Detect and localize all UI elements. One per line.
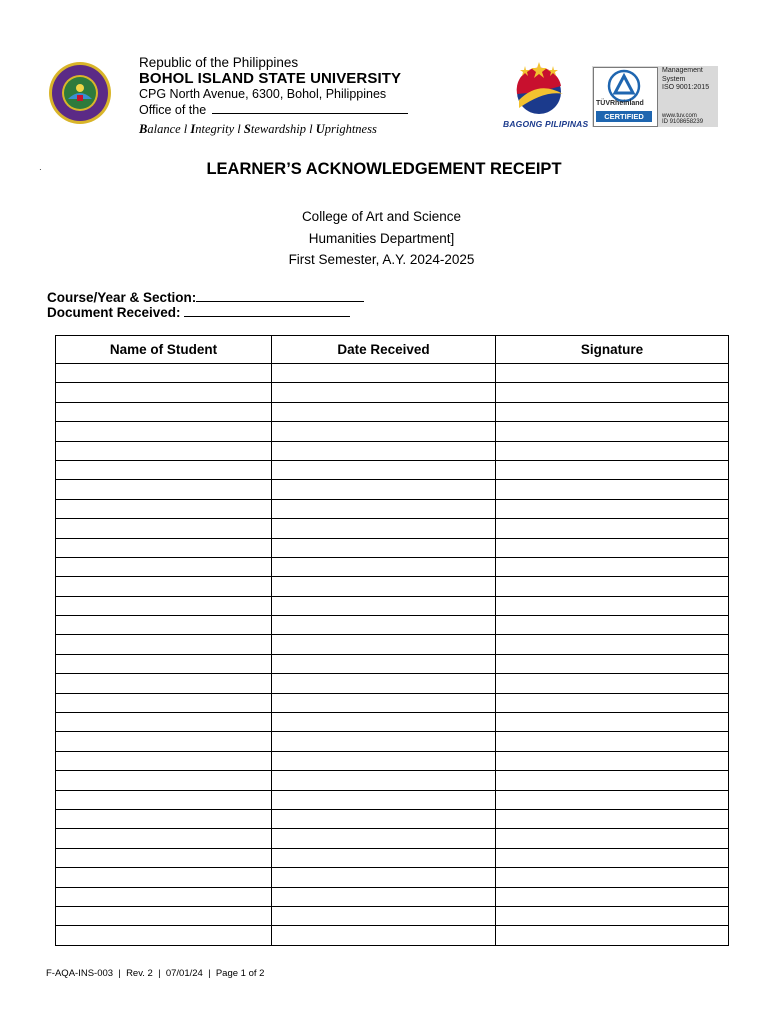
name-cell[interactable] — [56, 577, 272, 596]
name-cell[interactable] — [56, 790, 272, 809]
signature-cell[interactable] — [496, 577, 729, 596]
table-row — [56, 480, 729, 499]
table-body — [56, 364, 729, 946]
value-separator: l — [305, 122, 316, 136]
office-blank-field[interactable] — [212, 101, 408, 114]
date-cell[interactable] — [272, 635, 496, 654]
date-cell[interactable] — [272, 868, 496, 887]
date-cell[interactable] — [272, 906, 496, 925]
table-row — [56, 732, 729, 751]
table-row — [56, 654, 729, 673]
name-cell[interactable] — [56, 616, 272, 635]
signature-cell[interactable] — [496, 635, 729, 654]
name-cell[interactable] — [56, 422, 272, 441]
tuv-triangle-icon — [598, 69, 650, 103]
name-cell[interactable] — [56, 364, 272, 383]
table-row — [56, 790, 729, 809]
signature-cell[interactable] — [496, 422, 729, 441]
signature-cell[interactable] — [496, 926, 729, 945]
column-header-name: Name of Student — [56, 336, 272, 364]
date-cell[interactable] — [272, 790, 496, 809]
signature-cell[interactable] — [496, 751, 729, 770]
signature-cell[interactable] — [496, 868, 729, 887]
name-cell[interactable] — [56, 499, 272, 518]
tuv-brand-label: TÜVRheinland — [596, 100, 644, 107]
name-cell[interactable] — [56, 868, 272, 887]
date-cell[interactable] — [272, 771, 496, 790]
table-row — [56, 460, 729, 479]
date-cell[interactable] — [272, 616, 496, 635]
date-cell[interactable] — [272, 751, 496, 770]
document-field-row — [47, 303, 350, 320]
signature-cell[interactable] — [496, 713, 729, 732]
value-rest: tewardship — [250, 122, 306, 136]
name-cell[interactable] — [56, 829, 272, 848]
document-input-line[interactable] — [184, 303, 350, 317]
table-header-row — [56, 336, 729, 364]
signature-cell[interactable] — [496, 538, 729, 557]
name-cell[interactable] — [56, 809, 272, 828]
signature-cell[interactable] — [496, 402, 729, 421]
document-received-label: Document Received: — [47, 305, 185, 320]
table-row — [56, 441, 729, 460]
signature-cell[interactable] — [496, 460, 729, 479]
signature-cell[interactable] — [496, 499, 729, 518]
table-row — [56, 538, 729, 557]
name-cell[interactable] — [56, 441, 272, 460]
date-cell[interactable] — [272, 422, 496, 441]
signature-cell[interactable] — [496, 616, 729, 635]
value-rest: ntegrity — [195, 122, 235, 136]
signature-cell[interactable] — [496, 732, 729, 751]
country-label: Republic of the Philippines — [139, 55, 299, 70]
course-label: Course/Year & Section: — [47, 290, 197, 305]
semester-label: First Semester, A.Y. 2024-2025 — [288, 252, 475, 267]
table-row — [56, 887, 729, 906]
value-rest: alance — [147, 122, 181, 136]
table-row — [56, 713, 729, 732]
name-cell[interactable] — [56, 538, 272, 557]
table-row — [56, 848, 729, 867]
document-title: LEARNER’S ACKNOWLEDGEMENT RECEIPT — [206, 160, 562, 178]
table-row — [56, 868, 729, 887]
name-cell[interactable] — [56, 751, 272, 770]
signature-cell[interactable] — [496, 383, 729, 402]
table-row — [56, 809, 729, 828]
value-initial: U — [315, 122, 325, 136]
stray-dot: · — [39, 165, 42, 174]
date-cell[interactable] — [272, 926, 496, 945]
date-cell[interactable] — [272, 557, 496, 576]
signature-cell[interactable] — [496, 519, 729, 538]
college-name: College of Art and Science — [301, 209, 462, 224]
signature-cell[interactable] — [496, 829, 729, 848]
table-row — [56, 596, 729, 615]
name-cell[interactable] — [56, 732, 272, 751]
table-row — [56, 402, 729, 421]
name-cell[interactable] — [56, 519, 272, 538]
acknowledgement-table — [55, 335, 729, 946]
date-cell[interactable] — [272, 887, 496, 906]
signature-cell[interactable] — [496, 441, 729, 460]
name-cell[interactable] — [56, 383, 272, 402]
signature-cell[interactable] — [496, 790, 729, 809]
table-row — [56, 616, 729, 635]
signature-cell[interactable] — [496, 906, 729, 925]
table-row — [56, 422, 729, 441]
signature-cell[interactable] — [496, 771, 729, 790]
name-cell[interactable] — [56, 906, 272, 925]
table-row — [56, 364, 729, 383]
table-row — [56, 383, 729, 402]
university-name: BOHOL ISLAND STATE UNIVERSITY — [139, 70, 402, 87]
name-cell[interactable] — [56, 557, 272, 576]
date-cell[interactable] — [272, 480, 496, 499]
office-line — [139, 101, 408, 117]
signature-cell[interactable] — [496, 674, 729, 693]
date-cell[interactable] — [272, 809, 496, 828]
date-cell[interactable] — [272, 364, 496, 383]
department-name: Humanities Department] — [308, 231, 455, 246]
office-label: Office of the — [139, 103, 207, 117]
name-cell[interactable] — [56, 848, 272, 867]
table-row — [56, 771, 729, 790]
date-cell[interactable] — [272, 654, 496, 673]
value-separator: l — [180, 122, 191, 136]
table-row — [56, 693, 729, 712]
core-values — [139, 122, 377, 137]
name-cell[interactable] — [56, 887, 272, 906]
table-row — [56, 499, 729, 518]
table-row — [56, 926, 729, 945]
date-cell[interactable] — [272, 829, 496, 848]
bagong-pilipinas-label: BAGONG PILIPINAS — [503, 119, 589, 129]
value-initial: S — [243, 122, 251, 136]
signature-cell[interactable] — [496, 364, 729, 383]
date-cell[interactable] — [272, 519, 496, 538]
university-seal-logo — [48, 61, 112, 125]
table-row — [56, 557, 729, 576]
name-cell[interactable] — [56, 674, 272, 693]
date-cell[interactable] — [272, 441, 496, 460]
value-initial: B — [139, 122, 148, 136]
signature-cell[interactable] — [496, 596, 729, 615]
certification-url: www.tuv.com — [662, 113, 697, 119]
course-input-line[interactable] — [196, 288, 364, 302]
document-footer: F-AQA-INS-003 | Rev. 2 | 07/01/24 | Page 1 of 2 — [46, 968, 265, 979]
management-system-label: Management System — [662, 67, 703, 83]
name-cell[interactable] — [56, 713, 272, 732]
name-cell[interactable] — [56, 654, 272, 673]
date-cell[interactable] — [272, 848, 496, 867]
date-cell[interactable] — [272, 577, 496, 596]
university-address: CPG North Avenue, 6300, Bohol, Philippines — [139, 87, 387, 101]
date-cell[interactable] — [272, 596, 496, 615]
signature-cell[interactable] — [496, 654, 729, 673]
date-cell[interactable] — [272, 460, 496, 479]
column-header-signature: Signature — [496, 336, 729, 364]
signature-cell[interactable] — [496, 809, 729, 828]
table-row — [56, 577, 729, 596]
table-row — [56, 635, 729, 654]
value-separator: l — [234, 122, 244, 136]
table-row — [56, 751, 729, 770]
signature-cell[interactable] — [496, 480, 729, 499]
name-cell[interactable] — [56, 402, 272, 421]
name-cell[interactable] — [56, 771, 272, 790]
signature-cell[interactable] — [496, 848, 729, 867]
iso-standard-label: ISO 9001:2015 — [662, 84, 710, 91]
table-row — [56, 906, 729, 925]
date-cell[interactable] — [272, 674, 496, 693]
name-cell[interactable] — [56, 635, 272, 654]
date-cell[interactable] — [272, 538, 496, 557]
date-cell[interactable] — [272, 402, 496, 421]
certified-label: CERTIFIED — [596, 111, 652, 122]
date-cell[interactable] — [272, 693, 496, 712]
value-rest: prightness — [324, 122, 377, 136]
name-cell[interactable] — [56, 460, 272, 479]
name-cell[interactable] — [56, 693, 272, 712]
signature-cell[interactable] — [496, 693, 729, 712]
table-row — [56, 829, 729, 848]
name-cell[interactable] — [56, 596, 272, 615]
column-header-date: Date Received — [272, 336, 496, 364]
table-row — [56, 674, 729, 693]
date-cell[interactable] — [272, 383, 496, 402]
name-cell[interactable] — [56, 480, 272, 499]
name-cell[interactable] — [56, 926, 272, 945]
date-cell[interactable] — [272, 499, 496, 518]
value-initial: I — [190, 122, 196, 136]
date-cell[interactable] — [272, 713, 496, 732]
certification-id: ID 9108658239 — [662, 119, 704, 125]
signature-cell[interactable] — [496, 887, 729, 906]
table-row — [56, 519, 729, 538]
date-cell[interactable] — [272, 732, 496, 751]
signature-cell[interactable] — [496, 557, 729, 576]
